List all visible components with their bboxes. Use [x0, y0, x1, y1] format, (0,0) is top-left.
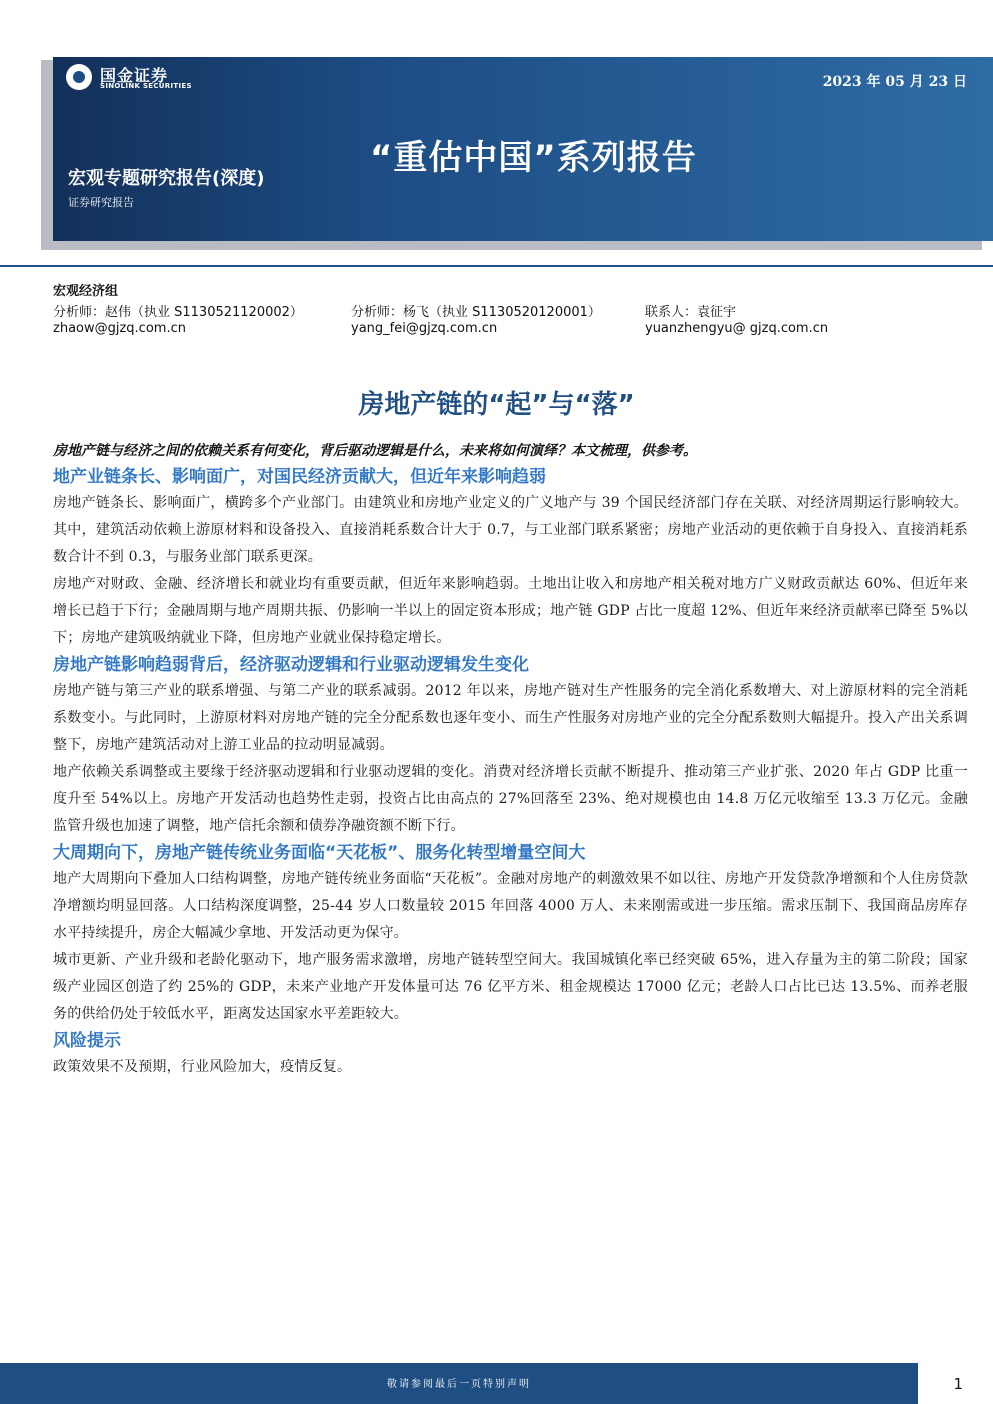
logo-text-en: SINOLINK SECURITIES [100, 82, 192, 90]
contact-name: 联系人：袁征宇 [645, 305, 737, 320]
paragraph-risk: 政策效果不及预期，行业风险加大，疫情反复。 [53, 1059, 352, 1075]
paragraph: 地产依赖关系调整或主要缘于经济驱动逻辑和行业驱动逻辑的变化。消费对经济增长贡献不断提升、推动第三产业扩张、2020 年占 GDP 比重一度升至 54%以上。房地产开发活动也趋势性走弱，投资占比由高点的 27%回落至 23%、绝对规模也由 14.8 万亿元收缩至 13.3 万亿元。金融监管升级也加速了调整，地产信托余额和债券净融资额不断下行。 [53, 764, 968, 834]
analyst-2-email[interactable]: yang_fei@gjzq.com.cn [351, 321, 498, 336]
team-name: 宏观经济组 [53, 284, 119, 299]
analyst-1-name: 分析师：赵伟（执业 S1130521120002） [53, 305, 303, 320]
header-divider [0, 265, 993, 267]
page-number: 1 [953, 1375, 963, 1393]
section-heading: 房地产链影响趋弱背后，经济驱动逻辑和行业驱动逻辑发生变化 [53, 655, 529, 675]
lead-text: 房地产链与经济之间的依赖关系有何变化，背后驱动逻辑是什么，未来将如何演绎？本文梳理，供参考。 [53, 443, 697, 459]
report-title: 房地产链的“起”与“落” [358, 390, 635, 420]
paragraph: 房地产链条长、影响面广，横跨多个产业部门。由建筑业和房地产业定义的广义地产与 39 个国民经济部门存在关联、对经济周期运行影响较大。其中，建筑活动依赖上游原材料和设备投入、直接消耗系数合计大于 0.7，与工业部门联系紧密；房地产业活动的更依赖于自身投入、直接消耗系数合计不到 0.3，与服务业部门联系更深。 [53, 495, 968, 565]
analyst-1-email[interactable]: zhaow@gjzq.com.cn [53, 321, 186, 336]
paragraph: 房地产链与第三产业的联系增强、与第二产业的联系减弱。2012 年以来，房地产链对生产性服务的完全消化系数增大、对上游原材料的完全消耗系数变小。与此同时，上游原材料对房地产链的完全分配系数也逐年变小、而生产性服务对房地产业的完全分配系数则大幅提升。投入产出关系调整下，房地产建筑活动对上游工业品的拉动明显减弱。 [53, 683, 968, 753]
logo-text-cn: 国金证券 [100, 66, 169, 85]
report-subtype: 证券研究报告 [68, 196, 134, 209]
section-heading-risk: 风险提示 [53, 1031, 121, 1051]
paragraph: 房地产对财政、金融、经济增长和就业均有重要贡献，但近年来影响趋弱。土地出让收入和房地产相关税对地方广义财政贡献达 60%、但近年来增长已趋于下行；金融周期与地产周期共振、仍影响一半以上的固定资本形成；地产链 GDP 占比一度超 12%、但近年来经济贡献率已降至 5%以下；房地产建筑吸纳就业下降，但房地产业就业保持稳定增长。 [53, 576, 968, 646]
section-heading: 地产业链条长、影响面广，对国民经济贡献大，但近年来影响趋弱 [53, 467, 546, 487]
report-date: 2023 年 05 月 23 日 [822, 74, 967, 90]
paragraph: 地产大周期向下叠加人口结构调整，房地产链传统业务面临“天花板”。金融对房地产的刺激效果不如以往、房地产开发贷款净增额和个人住房贷款净增额均明显回落。人口结构深度调整，25-44 岁人口数量较 2015 年回落 4000 万人、未来刚需或进一步压缩。需求压制下、我国商品房库存水平持续提升，房企大幅减少拿地、开发活动更为保守。 [53, 871, 968, 941]
analyst-2-name: 分析师：杨飞（执业 S1130520120001） [351, 305, 601, 320]
series-title: “重估中国”系列报告 [370, 138, 697, 178]
section-heading: 大周期向下，房地产链传统业务面临“天花板”、服务化转型增量空间大 [53, 843, 586, 863]
footer-disclaimer-note: 敬请参阅最后一页特别声明 [387, 1379, 531, 1390]
paragraph: 城市更新、产业升级和老龄化驱动下，地产服务需求激增，房地产链转型空间大。我国城镇化率已经突破 65%，进入存量为主的第二阶段；国家级产业园区创造了约 25%的 GDP，未来产业地产开发体量可达 76 亿平方米、租金规模达 17000 亿元；老龄人口占比已达 13.5%、而养老服务的供给仍处于较低水平，距离发达国家水平差距较大。 [53, 952, 968, 1022]
contact-email[interactable]: yuanzhengyu@ gjzq.com.cn [645, 321, 829, 336]
report-summary [53, 440, 968, 1081]
report-type: 宏观专题研究报告(深度) [68, 168, 265, 189]
sinolink-logo-icon [66, 64, 92, 90]
